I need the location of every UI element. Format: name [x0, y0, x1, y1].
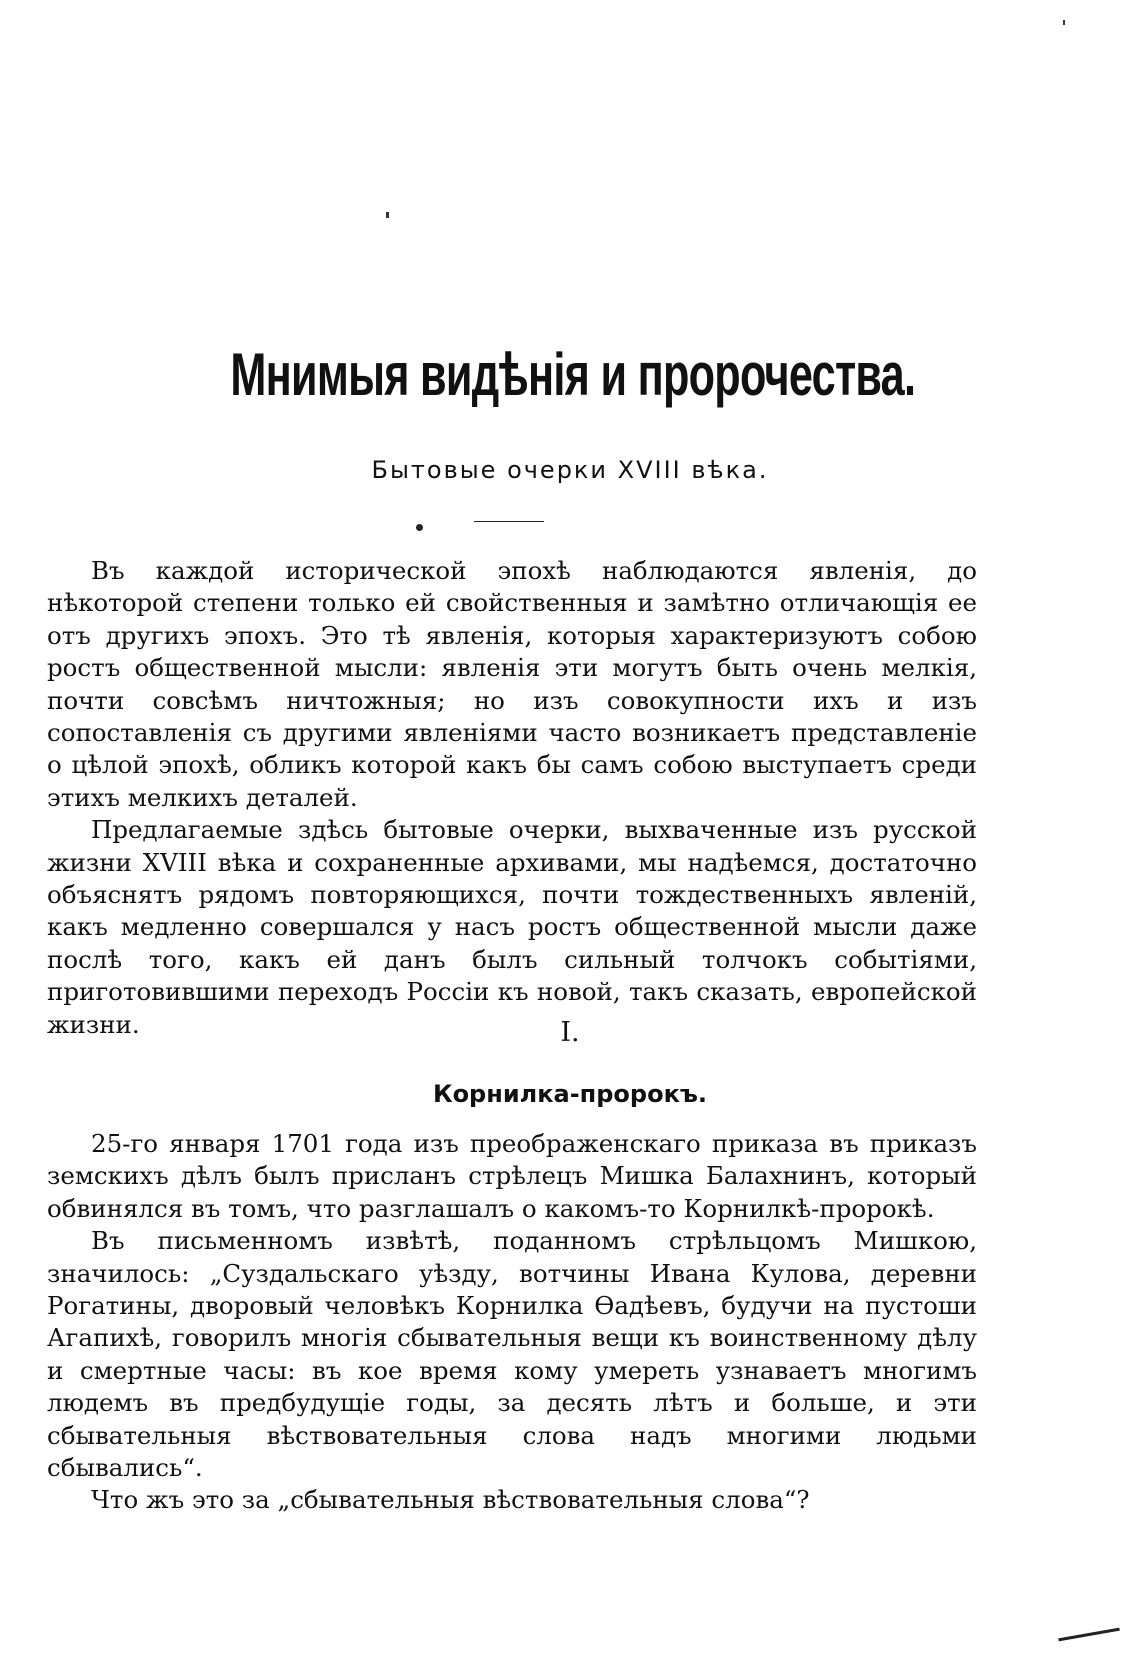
section-paragraph-1: 25-го января 1701 года изъ преображенскаго приказа въ приказъ земскихъ дѣлъ былъ присланъ стрѣлецъ Мишка Балахнинъ, который обвинялся въ томъ, что разглашалъ о какомъ-то Корнилкѣ-пророкѣ. — [47, 1129, 977, 1223]
article-title: Мнимыя видѣнія и пророчества. — [230, 341, 916, 408]
ink-speck — [386, 212, 389, 218]
section-paragraph-3: Что жъ это за „сбывательныя вѣствовательныя слова“? — [91, 1485, 810, 1515]
ink-speck — [1063, 20, 1065, 25]
section-paragraph-2: Въ письменномъ извѣтѣ, поданномъ стрѣльцомъ Мишкою, значилось: „Суздальскаго уѣзду, вотчины Ивана Кулова, деревни Рогатины, дворовый человѣкъ Корнилка Ѳадѣевъ, будучи на пустоши Агапихѣ, говорилъ многія сбывательныя вещи къ воинственному дѣлу и смертные часы: въ кое время кому умереть узнаваетъ многимъ людемъ въ предбудущіе годы, за десять лѣтъ и больше, и эти сбывательныя вѣствовательныя слова надъ многими людьми сбывались“. — [47, 1226, 977, 1483]
section-title: Корнилка-пророкъ. — [432, 1080, 708, 1108]
section-body — [47, 1128, 977, 1517]
introduction — [47, 555, 977, 1041]
ink-dot — [416, 524, 423, 531]
section-number: I. — [560, 1017, 580, 1048]
intro-paragraph-2: Предлагаемые здѣсь бытовые очерки, выхваченные изъ русской жизни XVIII вѣка и сохраненные архивами, мы надѣемся, достаточно объяснятъ рядомъ повторяющихся, почти тождественныхъ явленій, какъ медленно совершался у насъ ростъ общественной мысли даже послѣ того, какъ ей данъ былъ сильный толчокъ событіями, приготовившими переходъ Россіи къ новой, такъ сказать, европейской жизни. — [47, 815, 977, 1039]
article-subtitle: Бытовые очерки XVIII вѣка. — [371, 456, 769, 484]
intro-paragraph-1: Въ каждой исторической эпохѣ наблюдаются явленія, до нѣкоторой степени только ей свойственныя и замѣтно отличающія ее отъ другихъ эпохъ. Это тѣ явленія, которыя характеризуютъ собою ростъ общественной мысли: явленія эти могутъ быть очень мелкія, почти совсѣмъ ничтожныя; но изъ совокупности ихъ и изъ сопоставленія съ другими явленіями часто возникаетъ представленіе о цѣлой эпохѣ, обликъ которой какъ бы самъ собою выступаетъ среди этихъ мелкихъ деталей. — [47, 556, 977, 812]
title-divider — [474, 521, 544, 522]
ink-stroke — [1058, 1628, 1120, 1642]
